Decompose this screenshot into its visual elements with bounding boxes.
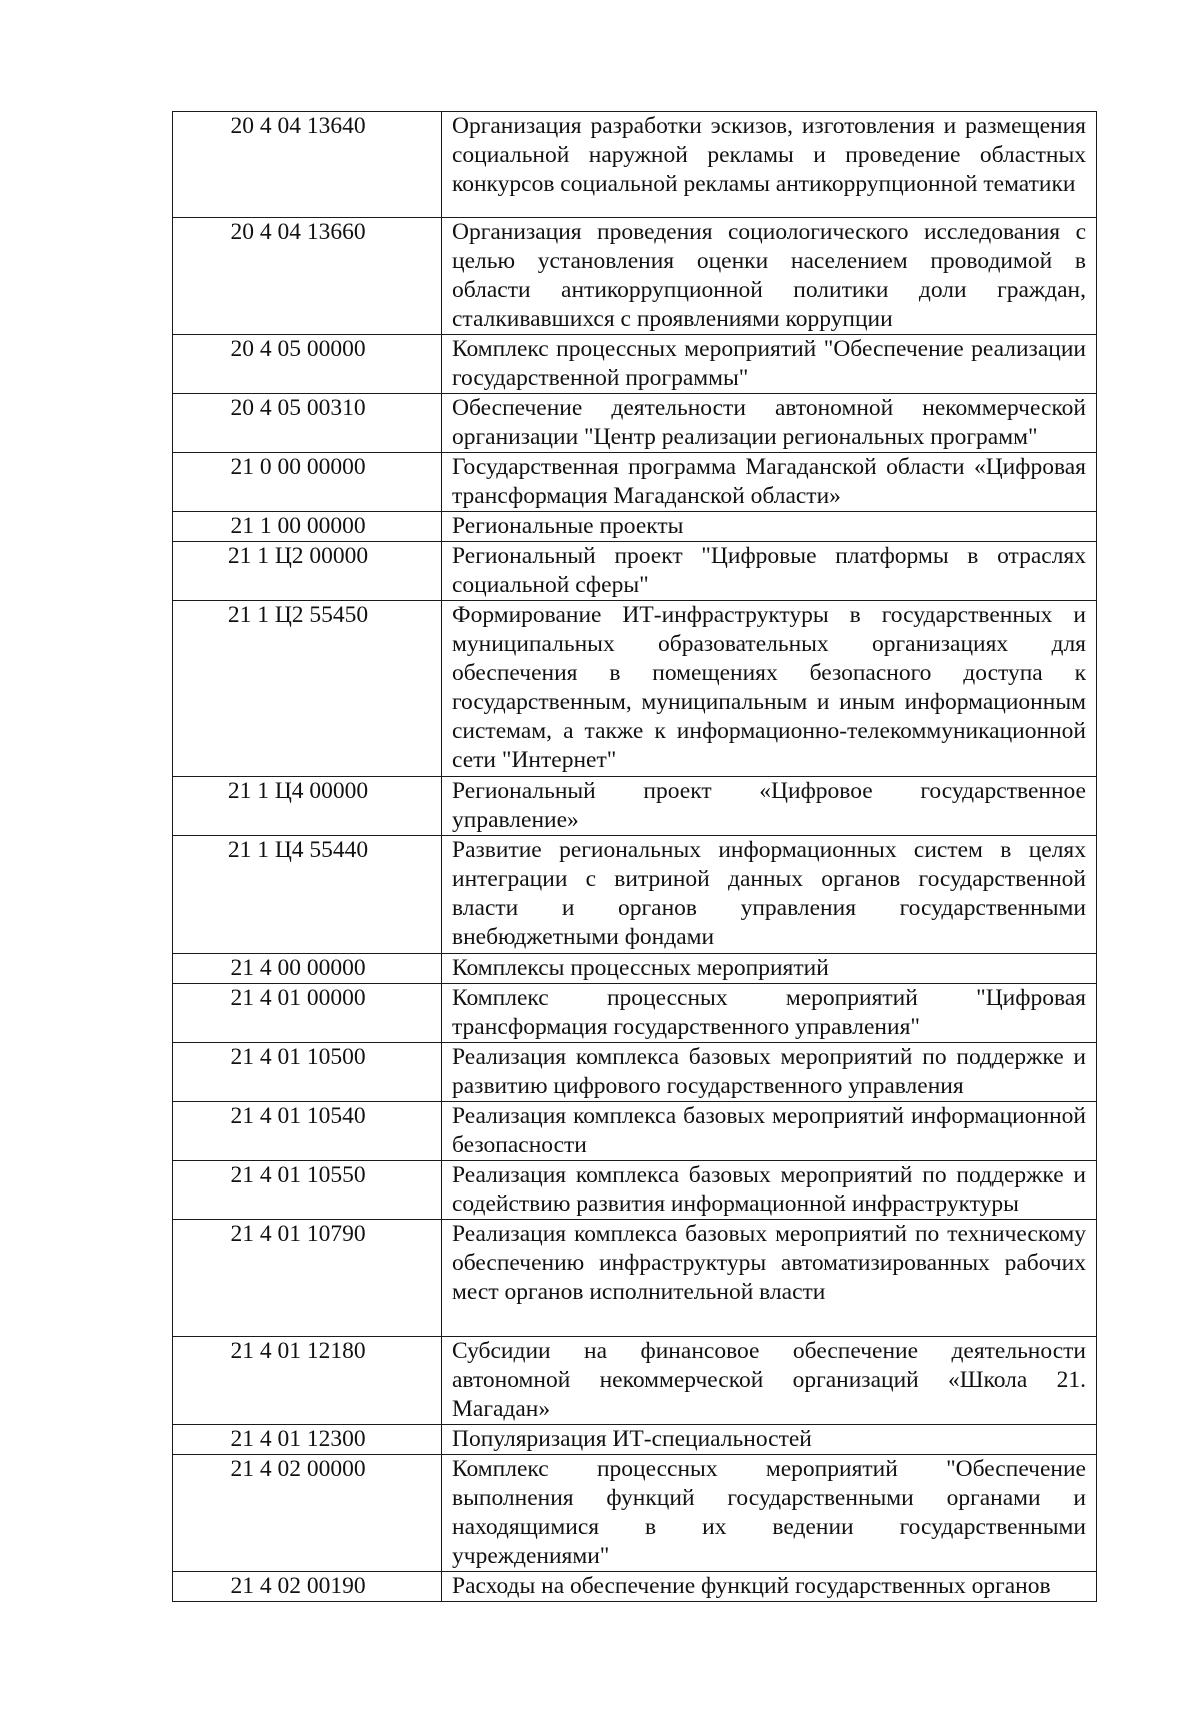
row-description: Формирование ИТ-инфраструктуры в государственных и муниципальных образовательных организациях для обеспечения в помещениях безопасного доступа к государственным, муниципальным и иным информационным системам, а также к информационно-телекоммуникационной сети "Интернет": [442, 601, 1097, 777]
row-description: Реализация комплекса базовых мероприятий по поддержке и содействию развития информационной инфраструктуры: [442, 1161, 1097, 1220]
table-row: [173, 1161, 1097, 1220]
row-description: Комплекс процессных мероприятий "Цифровая трансформация государственного управления": [442, 984, 1097, 1043]
row-code: 20 4 04 13640: [173, 112, 442, 218]
row-code: 21 1 00 00000: [173, 512, 442, 542]
row-code: 21 0 00 00000: [173, 453, 442, 512]
row-code: 21 4 01 10500: [173, 1043, 442, 1102]
table-row: [173, 1425, 1097, 1455]
table-row: [173, 1455, 1097, 1572]
row-description: Региональные проекты: [442, 512, 1097, 542]
row-code: 21 1 Ц2 55450: [173, 601, 442, 777]
row-code: 21 4 01 12300: [173, 1425, 442, 1455]
row-code: 21 4 01 10540: [173, 1102, 442, 1161]
table-row: [173, 954, 1097, 984]
row-code: 21 4 02 00000: [173, 1455, 442, 1572]
row-code: 21 4 01 00000: [173, 984, 442, 1043]
row-description: Комплекс процессных мероприятий "Обеспечение реализации государственной программы": [442, 335, 1097, 394]
table-row: [173, 112, 1097, 218]
table-row: [173, 1102, 1097, 1161]
row-code: 20 4 05 00000: [173, 335, 442, 394]
row-code: 21 4 01 12180: [173, 1337, 442, 1425]
budget-classification-table: [172, 111, 1097, 1602]
row-description: Обеспечение деятельности автономной некоммерческой организации "Центр реализации региональных программ": [442, 394, 1097, 453]
row-code: 20 4 05 00310: [173, 394, 442, 453]
row-code: 20 4 04 13660: [173, 218, 442, 335]
row-code: 21 1 Ц4 00000: [173, 777, 442, 836]
table-row: [173, 836, 1097, 954]
row-description: Комплексы процессных мероприятий: [442, 954, 1097, 984]
table-row: [173, 601, 1097, 777]
table-row: [173, 218, 1097, 335]
table-row: [173, 1043, 1097, 1102]
row-code: 21 4 01 10550: [173, 1161, 442, 1220]
table-row: [173, 777, 1097, 836]
row-description: Региональный проект «Цифровое государственное управление»: [442, 777, 1097, 836]
table-row: [173, 984, 1097, 1043]
row-description: Популяризация ИТ-специальностей: [442, 1425, 1097, 1455]
row-code: 21 4 02 00190: [173, 1572, 442, 1602]
row-description: Реализация комплекса базовых мероприятий информационной безопасности: [442, 1102, 1097, 1161]
row-code: 21 4 01 10790: [173, 1220, 442, 1337]
table-row: [173, 394, 1097, 453]
table-row: [173, 453, 1097, 512]
row-code: 21 4 00 00000: [173, 954, 442, 984]
table-row: [173, 1337, 1097, 1425]
row-description: Комплекс процессных мероприятий "Обеспечение выполнения функций государственными органами и находящимися в их ведении государственными учреждениями": [442, 1455, 1097, 1572]
row-description: Расходы на обеспечение функций государственных органов: [442, 1572, 1097, 1602]
row-description: Государственная программа Магаданской области «Цифровая трансформация Магаданской области»: [442, 453, 1097, 512]
row-code: 21 1 Ц4 55440: [173, 836, 442, 954]
row-description: Организация проведения социологического исследования с целью установления оценки населением проводимой в области антикоррупционной политики доли граждан, сталкивавшихся с проявлениями коррупции: [442, 218, 1097, 335]
row-description: Реализация комплекса базовых мероприятий по поддержке и развитию цифрового государственного управления: [442, 1043, 1097, 1102]
table-row: [173, 512, 1097, 542]
row-description: Региональный проект "Цифровые платформы в отраслях социальной сферы": [442, 542, 1097, 601]
table-row: [173, 1220, 1097, 1337]
row-description: Развитие региональных информационных систем в целях интеграции с витриной данных органов государственной власти и органов управления государственными внебюджетными фондами: [442, 836, 1097, 954]
row-description: Организация разработки эскизов, изготовления и размещения социальной наружной рекламы и проведение областных конкурсов социальной рекламы антикоррупционной тематики: [442, 112, 1097, 218]
row-description: Субсидии на финансовое обеспечение деятельности автономной некоммерческой организаций «Школа 21. Магадан»: [442, 1337, 1097, 1425]
table-row: [173, 1572, 1097, 1602]
table-row: [173, 542, 1097, 601]
row-code: 21 1 Ц2 00000: [173, 542, 442, 601]
table-row: [173, 335, 1097, 394]
row-description: Реализация комплекса базовых мероприятий по техническому обеспечению инфраструктуры автоматизированных рабочих мест органов исполнительной власти: [442, 1220, 1097, 1337]
